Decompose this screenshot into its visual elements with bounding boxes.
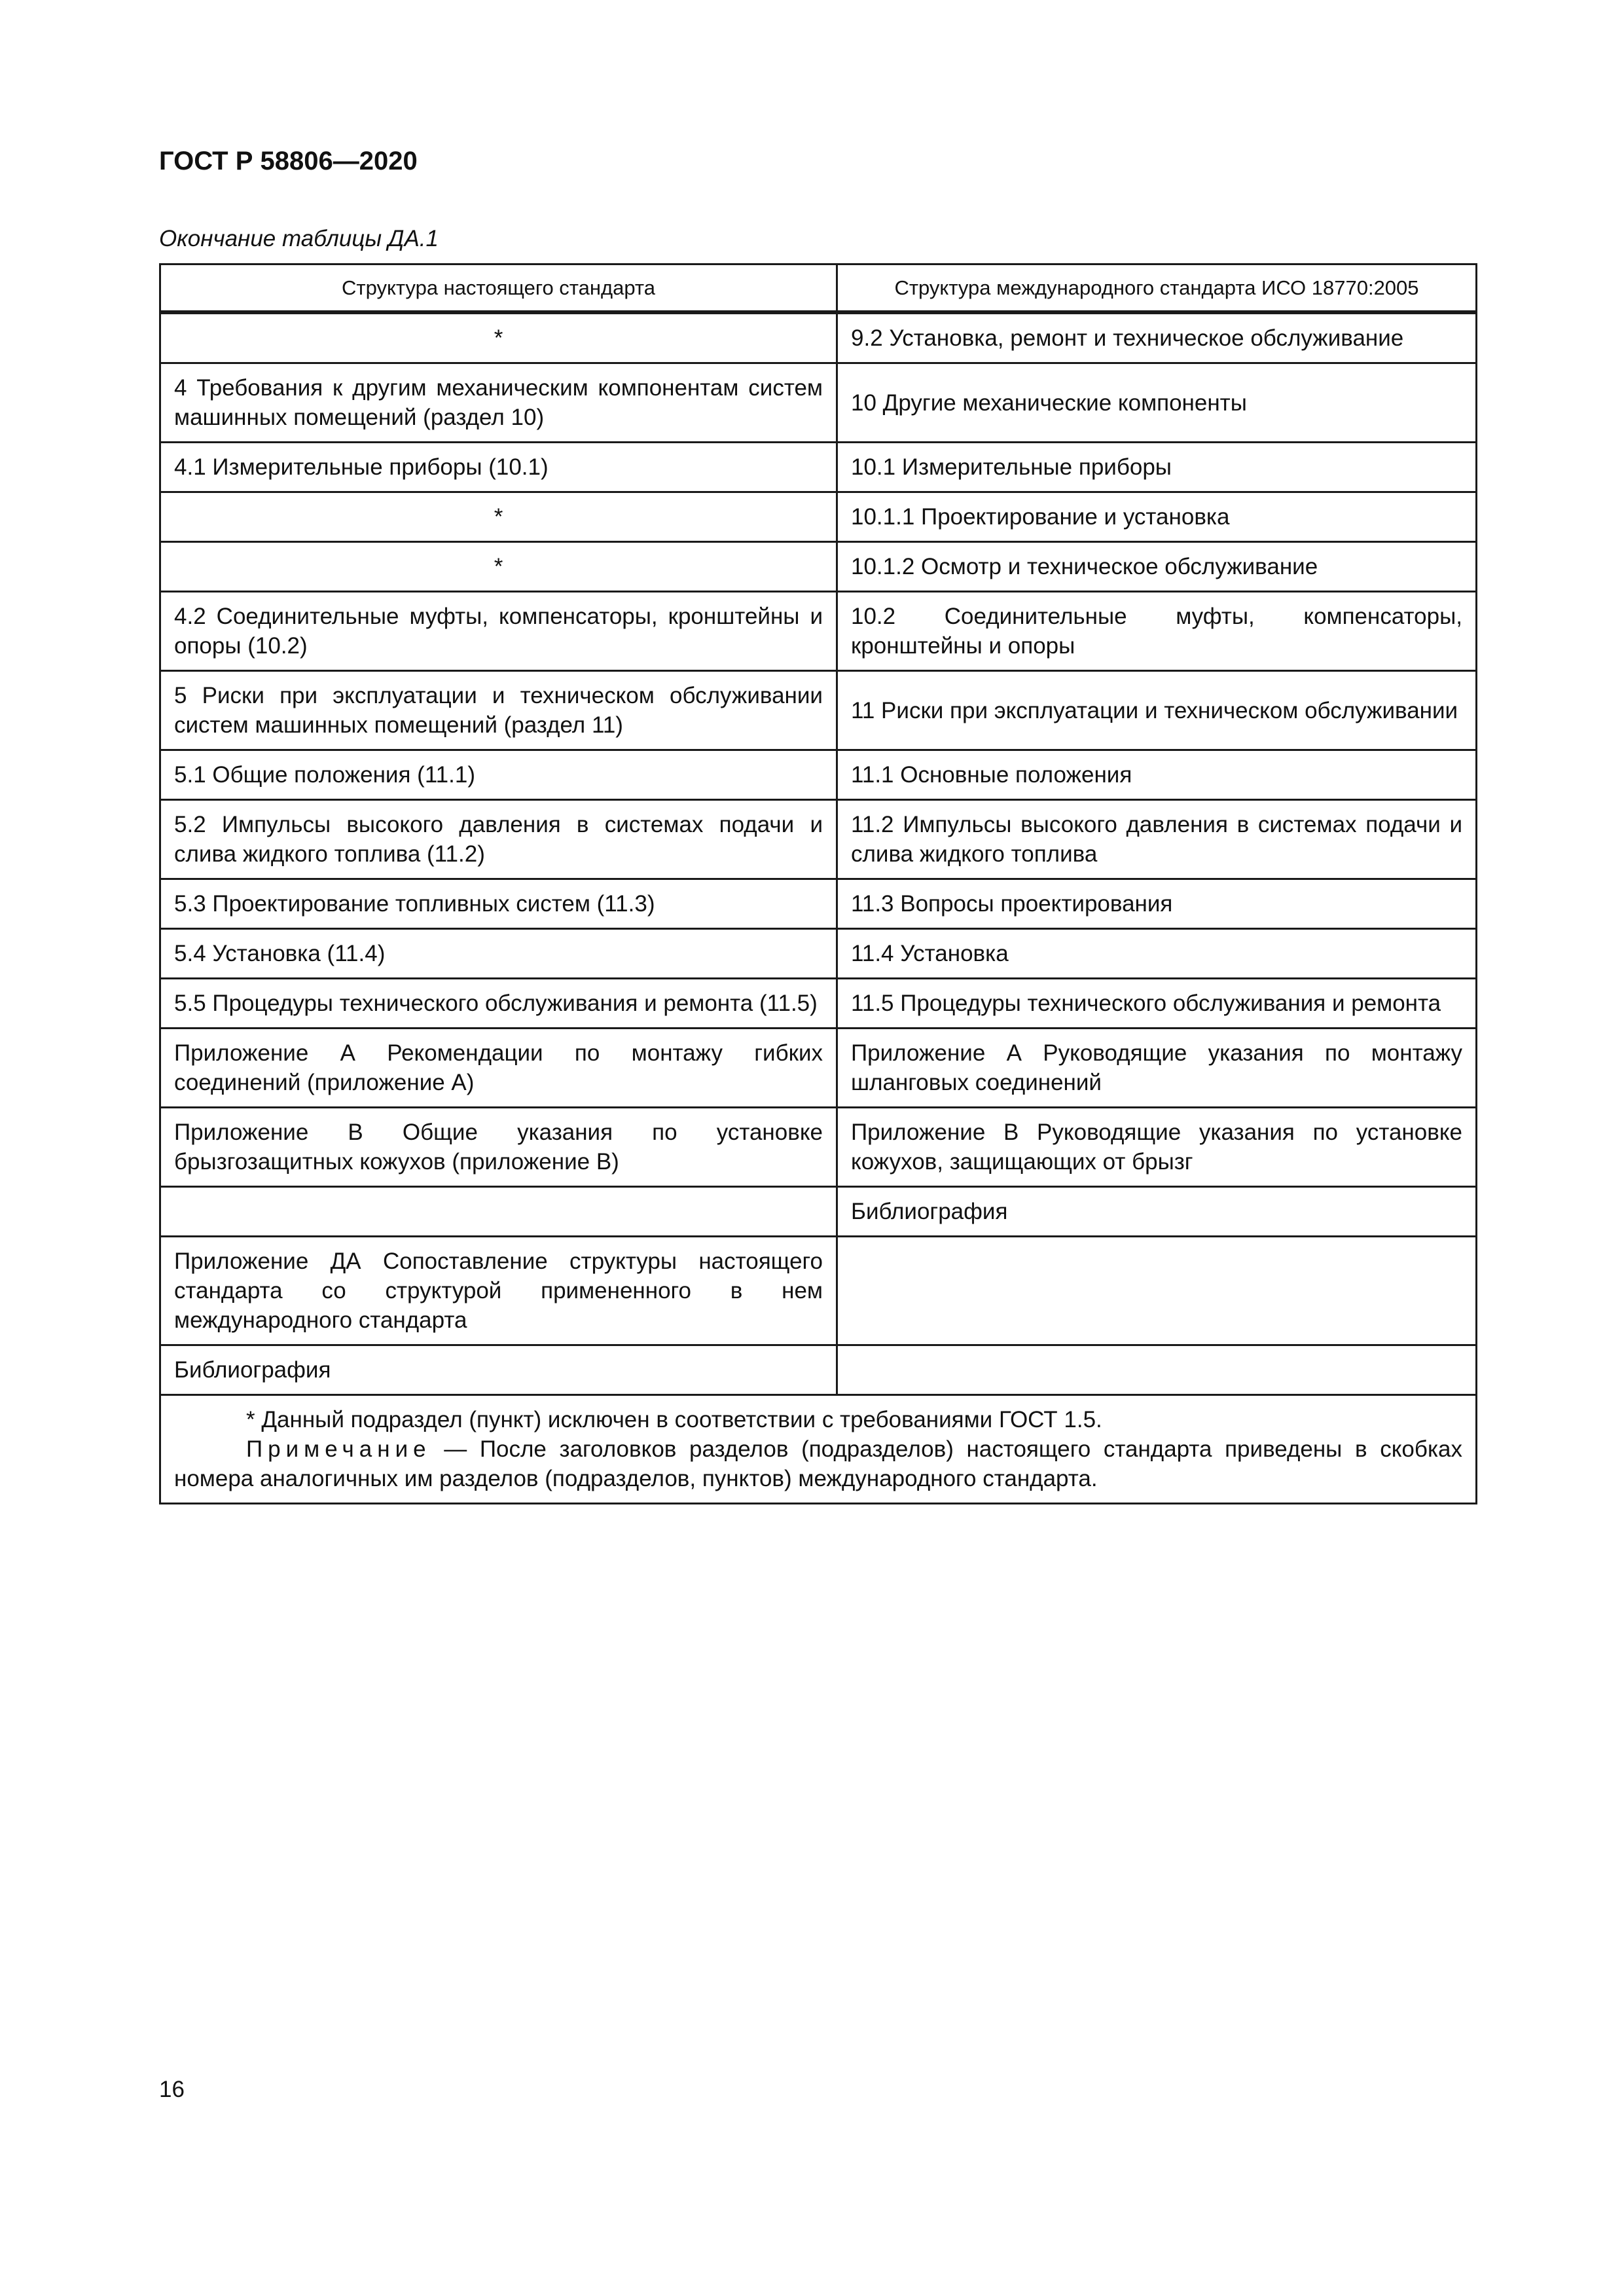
- table-row: [160, 929, 1477, 979]
- table-note: [174, 1434, 1462, 1493]
- table-row: [160, 443, 1477, 492]
- cell-international: [837, 1345, 1477, 1395]
- table-row: [160, 879, 1477, 929]
- cell-national: 5 Риски при эксплуатации и техническом обслуживании систем машинных помещений (раздел 11): [160, 671, 837, 750]
- cell-international: 10.1.1 Проектирование и установка: [837, 492, 1477, 542]
- cell-national: *: [160, 492, 837, 542]
- cell-international: Приложение А Руководящие указания по монтажу шланговых соединений: [837, 1029, 1477, 1108]
- cell-international: 11.4 Установка: [837, 929, 1477, 979]
- cell-national: 4.1 Измерительные приборы (10.1): [160, 443, 837, 492]
- structure-comparison-table: [159, 263, 1477, 1504]
- cell-international: 11.5 Процедуры технического обслуживания и ремонта: [837, 979, 1477, 1029]
- cell-international: 11.3 Вопросы проектирования: [837, 879, 1477, 929]
- cell-international: Библиография: [837, 1187, 1477, 1237]
- table-footnote: * Данный подраздел (пункт) исключен в соответствии с требованиями ГОСТ 1.5.: [246, 1407, 1102, 1432]
- table-row: [160, 671, 1477, 750]
- document-header: ГОСТ Р 58806—2020: [159, 147, 418, 175]
- table-row: [160, 363, 1477, 443]
- cell-international: 11.1 Основные положения: [837, 750, 1477, 800]
- cell-national: 4 Требования к другим механическим компонентам систем машинных помещений (раздел 10): [160, 363, 837, 443]
- cell-national: Приложение В Общие указания по установке брызгозащитных кожухов (приложение В): [160, 1108, 837, 1187]
- cell-national: Приложение А Рекомендации по монтажу гибких соединений (приложение А): [160, 1029, 837, 1108]
- column-header-national: Структура настоящего стандарта: [160, 264, 837, 313]
- cell-national: [160, 1187, 837, 1237]
- cell-national: *: [160, 542, 837, 592]
- cell-international: 9.2 Установка, ремонт и техническое обслуживание: [837, 312, 1477, 363]
- table-row: [160, 800, 1477, 879]
- table-row: [160, 979, 1477, 1029]
- table-notes-row: [160, 1395, 1477, 1504]
- cell-international: 11 Риски при эксплуатации и техническом обслуживании: [837, 671, 1477, 750]
- note-text: — После заголовков разделов (подразделов) настоящего стандарта приведены в скобках номера аналогичных им разделов (подразделов, пунктов) международного стандарта.: [174, 1436, 1462, 1491]
- table-header-row: [160, 264, 1477, 313]
- cell-international: 10.2 Соединительные муфты, компенсаторы, кронштейны и опоры: [837, 592, 1477, 671]
- cell-international: [837, 1237, 1477, 1345]
- cell-national: 5.3 Проектирование топливных систем (11.3): [160, 879, 837, 929]
- table-row: [160, 1029, 1477, 1108]
- cell-national: Библиография: [160, 1345, 837, 1395]
- cell-national: 4.2 Соединительные муфты, компенсаторы, кронштейны и опоры (10.2): [160, 592, 837, 671]
- table-row: [160, 542, 1477, 592]
- table-row: [160, 1345, 1477, 1395]
- cell-international: 10.1.2 Осмотр и техническое обслуживание: [837, 542, 1477, 592]
- cell-national: 5.2 Импульсы высокого давления в системах подачи и слива жидкого топлива (11.2): [160, 800, 837, 879]
- table-row: [160, 750, 1477, 800]
- column-header-international: Структура международного стандарта ИСО 18770:2005: [837, 264, 1477, 313]
- table-row: [160, 312, 1477, 363]
- table-row: [160, 1187, 1477, 1237]
- cell-national: *: [160, 312, 837, 363]
- cell-international: 11.2 Импульсы высокого давления в системах подачи и слива жидкого топлива: [837, 800, 1477, 879]
- table-caption: Окончание таблицы ДА.1: [159, 226, 439, 251]
- cell-international: Приложение В Руководящие указания по установке кожухов, защищающих от брызг: [837, 1108, 1477, 1187]
- table-row: [160, 1237, 1477, 1345]
- table-row: [160, 592, 1477, 671]
- table-row: [160, 492, 1477, 542]
- cell-national: 5.4 Установка (11.4): [160, 929, 837, 979]
- cell-international: 10.1 Измерительные приборы: [837, 443, 1477, 492]
- cell-international: 10 Другие механические компоненты: [837, 363, 1477, 443]
- cell-national: 5.5 Процедуры технического обслуживания и ремонта (11.5): [160, 979, 837, 1029]
- table-notes: [160, 1395, 1477, 1504]
- cell-national: 5.1 Общие положения (11.1): [160, 750, 837, 800]
- page-number: 16: [159, 2077, 185, 2102]
- table-row: [160, 1108, 1477, 1187]
- cell-national: Приложение ДА Сопоставление структуры настоящего стандарта со структурой примененного в нем международного стандарта: [160, 1237, 837, 1345]
- note-label: Примечание: [246, 1436, 431, 1462]
